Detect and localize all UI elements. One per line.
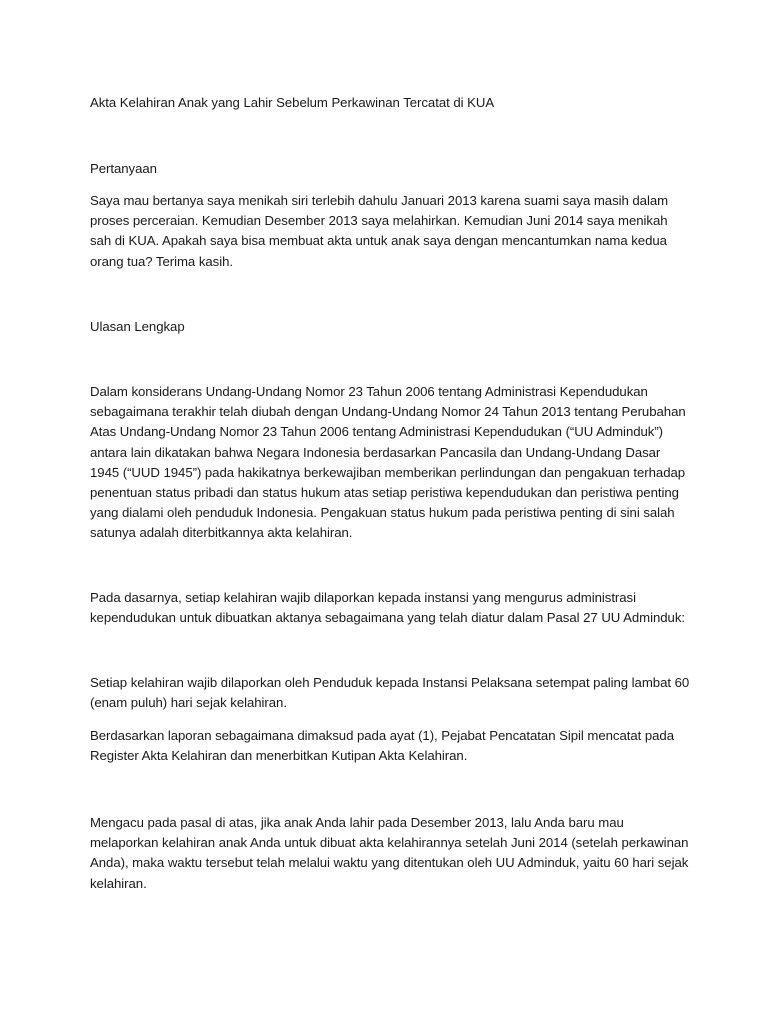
paragraph-conclusion: Mengacu pada pasal di atas, jika anak Anda lahir pada Desember 2013, lalu Anda baru mau melaporkan kelahiran anak Anda untuk dibuat akta kelahirannya setelah Juni 2014 (setelah perkawinan Anda), maka waktu tersebut telah melalui waktu yang ditentukan oleh UU Adminduk, yaitu 60 hari sejak kelahiran. <box>90 815 689 891</box>
document-title: Akta Kelahiran Anak yang Lahir Sebelum Perkawinan Tercatat di KUA <box>90 95 495 110</box>
paragraph-pasal-27: Pada dasarnya, setiap kelahiran wajib dilaporkan kepada instansi yang mengurus administrasi kependudukan untuk dibuatkan aktanya sebagaimana yang telah diatur dalam Pasal 27 UU Adminduk: <box>90 590 686 626</box>
review-heading: Ulasan Lengkap <box>90 319 185 334</box>
question-heading: Pertanyaan <box>90 161 157 176</box>
quoted-provision-1: Setiap kelahiran wajib dilaporkan oleh Penduduk kepada Instansi Pelaksana setempat paling lambat 60 (enam puluh) hari sejak kelahiran. <box>90 675 690 711</box>
paragraph-considerans: Dalam konsiderans Undang-Undang Nomor 23 Tahun 2006 tentang Administrasi Kependudukan sebagaimana terakhir telah diubah dengan Undang-Undang Nomor 24 Tahun 2013 tentang Perubahan Atas Undang-Undang Nomor 23 Tahun 2006 tentang Administrasi Kependudukan (“UU Adminduk”) antara lain dikatakan bahwa Negara Indonesia berdasarkan Pancasila dan Undang-Undang Dasar 1945 (“UUD 1945”) pada hakikatnya berkewajiban memberikan perlindungan dan pengakuan terhadap penentuan status pribadi dan status hukum atas setiap peristiwa kependudukan dan peristiwa penting yang dialami oleh penduduk Indonesia. Pengakuan status hukum pada peristiwa penting di sini salah satunya adalah diterbitkannya akta kelahiran. <box>90 384 686 541</box>
question-text: Saya mau bertanya saya menikah siri terlebih dahulu Januari 2013 karena suami saya masih dalam proses perceraian. Kemudian Desember 2013 saya melahirkan. Kemudian Juni 2014 saya menikah sah di KUA. Apakah saya bisa membuat akta untuk anak saya dengan mencantumkan nama kedua orang tua? Terima kasih. <box>90 193 669 269</box>
quoted-provision-2: Berdasarkan laporan sebagaimana dimaksud pada ayat (1), Pejabat Pencatatan Sipil mencatat pada Register Akta Kelahiran dan menerbitkan Kutipan Akta Kelahiran. <box>90 728 674 764</box>
